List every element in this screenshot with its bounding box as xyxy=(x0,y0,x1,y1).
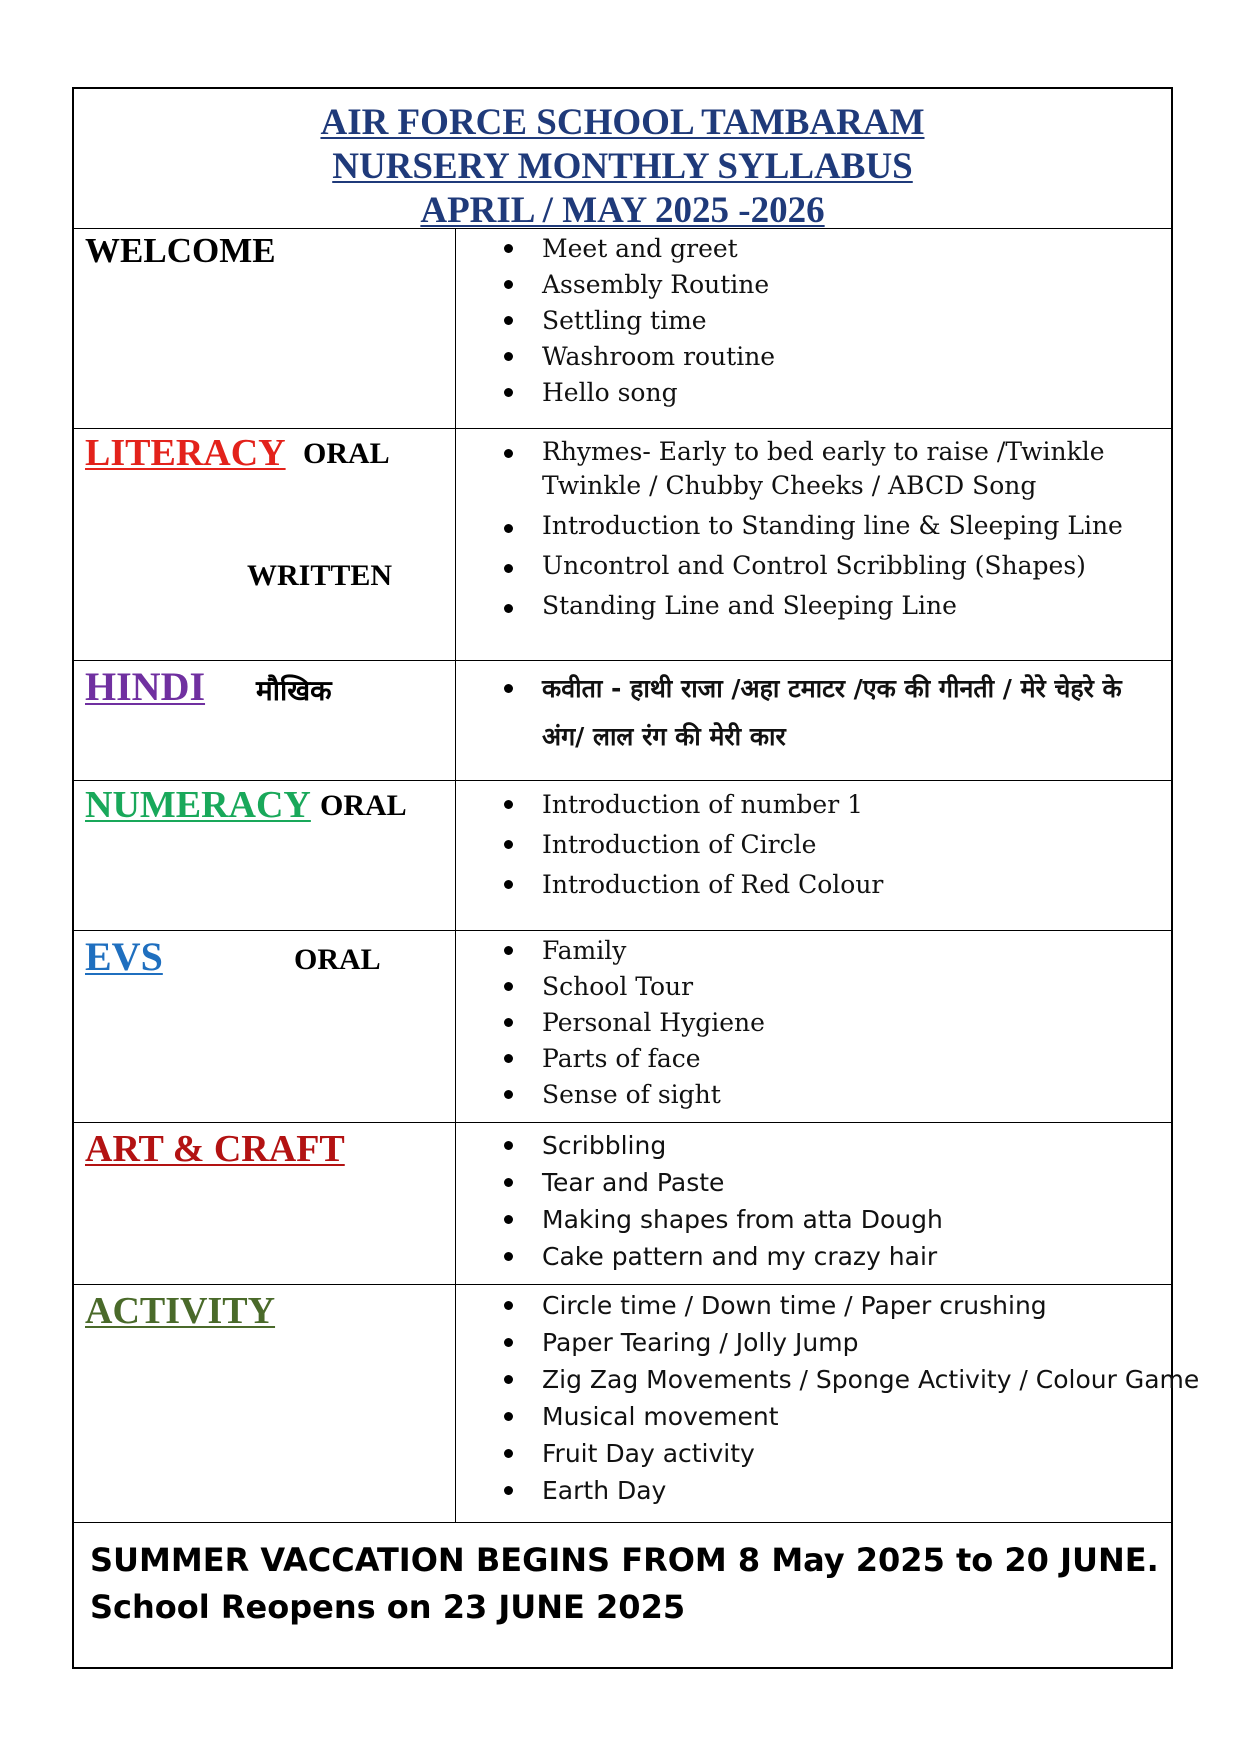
activity-list xyxy=(456,1287,1199,1509)
welcome-label-cell xyxy=(74,229,456,428)
list-item: Assembly Routine xyxy=(456,267,775,303)
art-craft-label-cell xyxy=(74,1123,456,1284)
list-item: Tear and Paste xyxy=(456,1164,943,1201)
numeracy-list xyxy=(456,785,883,905)
row-literacy xyxy=(74,429,1171,661)
evs-items-cell xyxy=(456,931,1171,1122)
art-craft-list xyxy=(456,1127,943,1275)
list-item: Introduction to Standing line & Sleeping Line xyxy=(456,509,1171,549)
list-item: Earth Day xyxy=(456,1472,1199,1509)
evs-list xyxy=(456,933,765,1113)
row-evs xyxy=(74,931,1171,1123)
art-craft-items-cell xyxy=(456,1123,1171,1284)
numeracy-label-cell xyxy=(74,781,456,930)
art-craft-subject: ART & CRAFT xyxy=(85,1128,345,1170)
literacy-written-tag: WRITTEN xyxy=(247,559,393,592)
activity-label-cell xyxy=(74,1285,456,1522)
list-item: Washroom routine xyxy=(456,339,775,375)
term-title: APRIL / MAY 2025 -2026 xyxy=(420,190,825,231)
welcome-subject: WELCOME xyxy=(85,231,276,270)
literacy-label-cell xyxy=(74,429,456,660)
evs-subject: EVS xyxy=(85,934,163,979)
row-welcome xyxy=(74,229,1171,429)
list-item: Scribbling xyxy=(456,1127,943,1164)
list-item: Cake pattern and my crazy hair xyxy=(456,1238,943,1275)
list-item: कवीता - हाथी राजा /अहा टमाटर /एक की गीनती / मेरे चेहरे के अंग/ लाल रंग की मेरी कार xyxy=(456,665,1161,761)
list-item: Personal Hygiene xyxy=(456,1005,765,1041)
activity-subject: ACTIVITY xyxy=(85,1290,276,1332)
welcome-items-cell xyxy=(456,229,1171,428)
list-item: Parts of face xyxy=(456,1041,765,1077)
row-numeracy xyxy=(74,781,1171,931)
list-item: Hello song xyxy=(456,375,775,411)
reopen-notice: School Reopens on 23 JUNE 2025 xyxy=(90,1588,686,1626)
evs-label-cell xyxy=(74,931,456,1122)
list-item: Settling time xyxy=(456,303,775,339)
list-item: Sense of sight xyxy=(456,1077,765,1113)
list-item: Introduction of Red Colour xyxy=(456,865,883,905)
hindi-items-cell xyxy=(456,661,1171,780)
footer-note xyxy=(74,1523,1171,1669)
list-item: Fruit Day activity xyxy=(456,1435,1199,1472)
hindi-label-cell xyxy=(74,661,456,780)
literacy-items-cell xyxy=(456,429,1171,660)
title-block xyxy=(74,89,1171,229)
list-item: Zig Zag Movements / Sponge Activity / Colour Game xyxy=(456,1361,1199,1398)
syllabus-sheet xyxy=(72,87,1200,1669)
row-hindi xyxy=(74,661,1171,781)
literacy-subject: LITERACY xyxy=(85,432,286,474)
school-name: AIR FORCE SCHOOL TAMBARAM xyxy=(320,102,925,143)
hindi-list xyxy=(456,665,1161,761)
list-item: School Tour xyxy=(456,969,765,1005)
numeracy-subject: NUMERACY xyxy=(85,784,311,826)
list-item: Paper Tearing / Jolly Jump xyxy=(456,1324,1199,1361)
list-item: Introduction of Circle xyxy=(456,825,883,865)
footer-text xyxy=(90,1537,1159,1631)
list-item: Making shapes from atta Dough xyxy=(456,1201,943,1238)
vacation-notice: SUMMER VACCATION BEGINS FROM 8 May 2025 to 20 JUNE. xyxy=(90,1541,1159,1579)
numeracy-items-cell xyxy=(456,781,1171,930)
literacy-list xyxy=(456,435,1171,629)
hindi-oral-tag: मौखिक xyxy=(256,674,332,707)
syllabus-title: NURSERY MONTHLY SYLLABUS xyxy=(332,146,913,187)
list-item: Circle time / Down time / Paper crushing xyxy=(456,1287,1199,1324)
evs-oral-tag: ORAL xyxy=(294,943,381,976)
list-item: Uncontrol and Control Scribbling (Shapes) xyxy=(456,549,1171,589)
activity-items-cell xyxy=(456,1285,1200,1522)
row-activity xyxy=(74,1285,1200,1523)
hindi-subject: HINDI xyxy=(85,664,206,709)
list-item: Introduction of number 1 xyxy=(456,785,883,825)
list-item: Family xyxy=(456,933,765,969)
list-item: Standing Line and Sleeping Line xyxy=(456,589,1171,629)
welcome-list xyxy=(456,231,775,411)
list-item: Rhymes- Early to bed early to raise /Twinkle Twinkle / Chubby Cheeks / ABCD Song xyxy=(456,435,1171,509)
literacy-oral-tag: ORAL xyxy=(303,437,390,470)
list-item: Meet and greet xyxy=(456,231,775,267)
row-art-craft xyxy=(74,1123,1171,1285)
list-item: Musical movement xyxy=(456,1398,1199,1435)
numeracy-oral-tag: ORAL xyxy=(320,789,407,822)
